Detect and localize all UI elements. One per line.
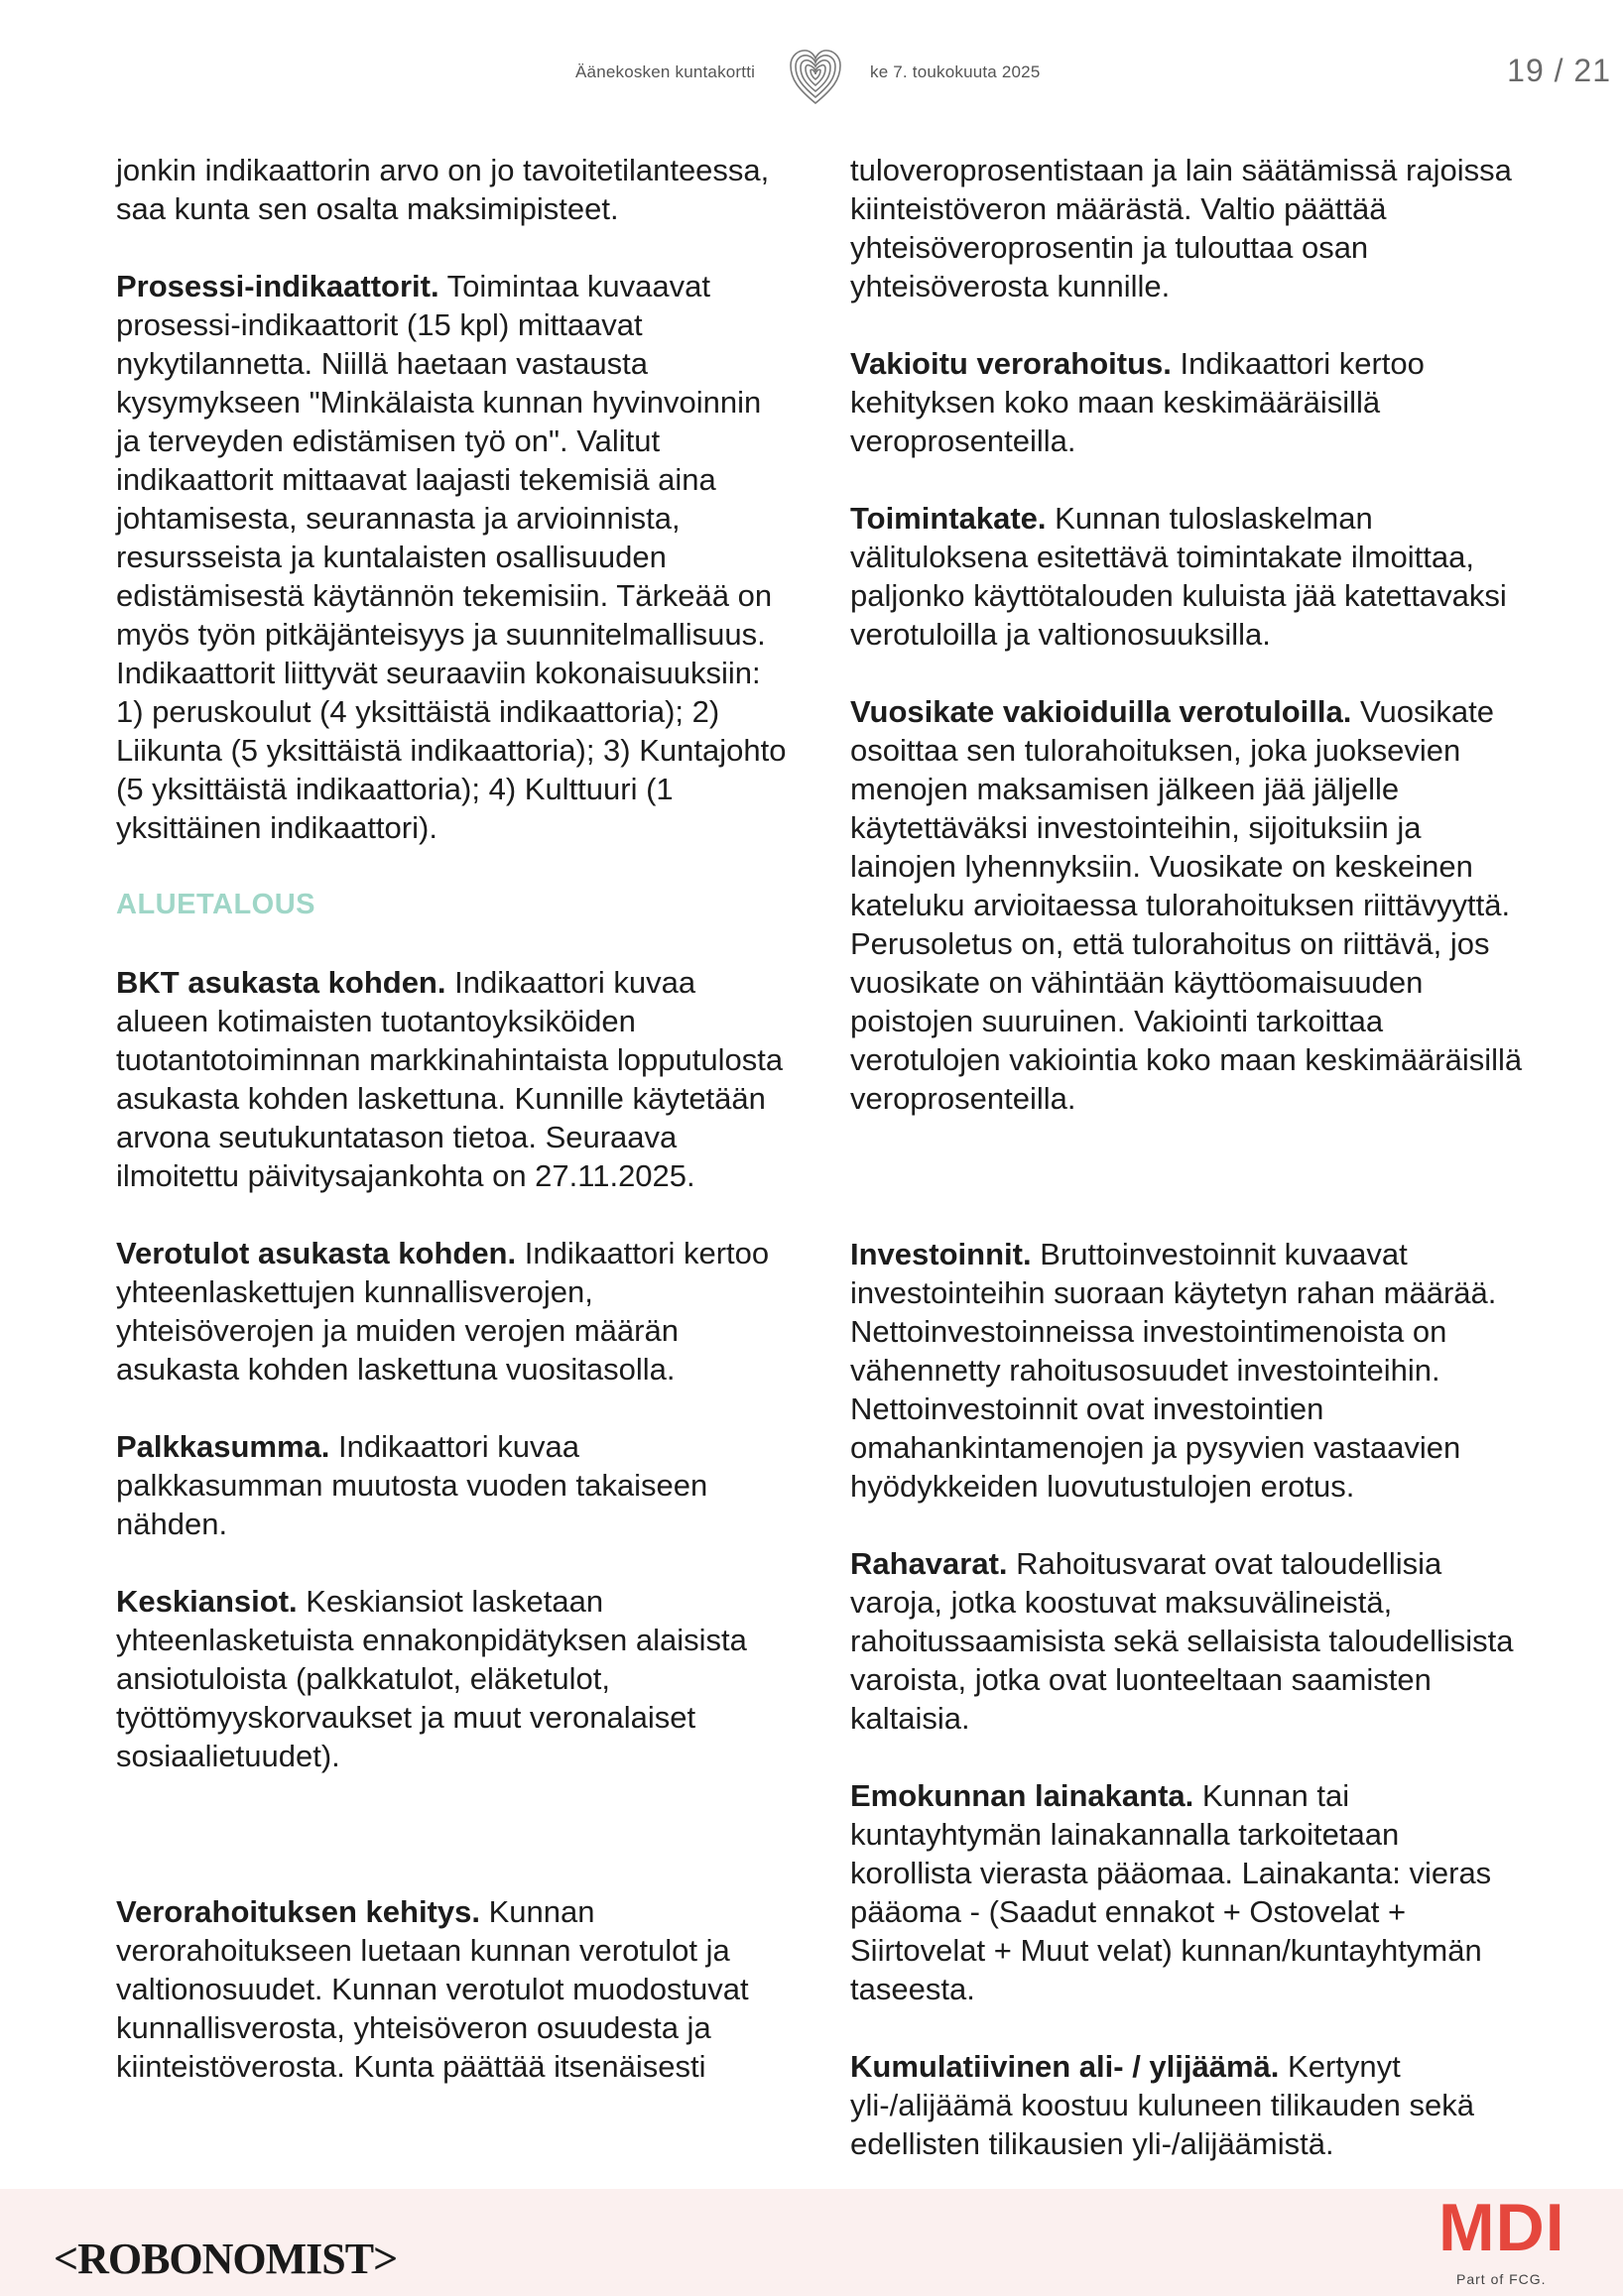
paragraph-tax-financing: [116, 1892, 791, 2086]
paragraph-process-indicators: [116, 267, 791, 847]
paragraph-annual-margin: [850, 692, 1525, 1118]
definition: Rahoitusvarat ovat taloudellisia varoja, jotka koostuvat maksuvälineistä, rahoitussaamisista sekä sellaisista taloudellisista varoista, jotka ovat luonteeltaan saamisten kaltaisia.: [850, 1546, 1514, 1736]
definition: Keskiansiot lasketaan yhteenlasketuista ennakonpidätyksen alaisista ansiotuloista (palkkatulot, eläketulot, työttömyyskorvaukset ja muut veronalaiset sosiaalietuudet).: [116, 1584, 747, 1773]
definition: Indikaattori kertoo yhteenlaskettujen kunnallisverojen, yhteisöverojen ja muiden verojen määrän asukasta kohden laskettuna vuositasolla.: [116, 1236, 770, 1387]
definition: Indikaattori kuvaa palkkasumman muutosta vuoden takaiseen nähden.: [116, 1429, 708, 1541]
term: Vuosikate vakioiduilla verotuloilla.: [850, 694, 1352, 729]
robonomist-logo: <ROBONOMIST>: [54, 2235, 398, 2283]
page-number: 19 / 21: [1507, 53, 1611, 88]
mdi-logo-subtitle: Part of FCG.: [1456, 2271, 1547, 2287]
header-title: Äänekosken kuntakortti: [575, 62, 756, 81]
paragraph-cumulative-surplus: [850, 2047, 1525, 2163]
definition: Toimintaa kuvaavat prosessi-indikaattorit (15 kpl) mittaavat nykytilannetta. Niillä haetaan vastausta kysymykseen "Minkälaista kunnan hyvinvoinnin ja terveyden edistämisen työ on". Valitut indikaattorit mittaavat laajasti tekemisiä aina johtamisesta, seurannasta ja arvioinnista, resursseista ja kuntalaisten osallisuuden edistämisestä käytännön tekemisiin. Tärkeää on myös työn pitkäjänteisyys ja suunnitelmallisuus. Indikaattorit liittyvät seuraaviin kokonaisuuksiin: 1) peruskoulut (4 yksittäistä indikaattoria); 2) Liikunta (5 yksittäistä indikaattoria); 3) Kuntajohto (5 yksittäistä indikaattoria); 4) Kulttuuri (1 yksittäinen indikaattori).: [116, 269, 787, 845]
definition: Bruttoinvestoinnit kuvaavat investointeihin suoraan käytetyn rahan määrää. Nettoinvestoinneissa investointimenoista on vähennetty rahoitusosuudet investointeihin. Nettoinvestoinnit ovat investointien omahankintamenojen ja pysyvien vastaavien hyödykkeiden luovutustulojen erotus.: [850, 1237, 1497, 1504]
paragraph-operating-margin: [850, 499, 1525, 654]
paragraph-standardized-tax: [850, 344, 1525, 460]
header-date: ke 7. toukokuuta 2025: [870, 62, 1041, 81]
paragraph-cash-assets: [850, 1544, 1525, 1738]
definition: Indikaattori kuvaa alueen kotimaisten tuotantoyksiköiden tuotantotoiminnan markkinahintaista lopputulosta asukasta kohden laskettuna. Kunnille käytetään arvona seutukuntatason tietoa. Seuraava ilmoitettu päivitysajankohta on 27.11.2025.: [116, 965, 784, 1193]
definition: Kunnan verorahoitukseen luetaan kunnan verotulot ja valtionosuudet. Kunnan verotulot muodostuvat kunnallisverosta, yhteisöveron osuudesta ja kiinteistöverosta. Kunta päättää itsenäisesti: [116, 1894, 749, 2084]
paragraph: jonkin indikaattorin arvo on jo tavoitetilanteessa, saa kunta sen osalta maksimipisteet.: [116, 153, 770, 226]
section-heading: ALUETALOUS: [116, 889, 316, 920]
page-header: [0, 0, 1623, 149]
paragraph: tuloveroprosentistaan ja lain säätämissä rajoissa kiinteistöveron määrästä. Valtio päättää yhteisöveroprosentin ja tulouttaa osan yhteisöverosta kunnille.: [850, 153, 1512, 303]
term: Keskiansiot.: [116, 1584, 298, 1619]
paragraph-loan-stock: [850, 1776, 1525, 2008]
term: Verotulot asukasta kohden.: [116, 1236, 517, 1270]
paragraph-payroll: [116, 1427, 791, 1543]
definition: Vuosikate osoittaa sen tulorahoituksen, joka juoksevien menojen maksamisen jälkeen jää jäljelle käytettäväksi investointeihin, sijoituksiin ja lainojen lyhennyksiin. Vuosikate on keskeinen kateluku arvioitaessa tulorahoituksen riittävyyttä. Perusoletus on, että tulorahoitus on riittävä, jos vuosikate on vähintään käyttöomaisuuden poistojen suuruinen. Vakiointi tarkoittaa verotulojen vakiointia koko maan keskimääräisillä veroprosenteilla.: [850, 694, 1523, 1116]
term: Prosessi-indikaattorit.: [116, 269, 439, 303]
term: BKT asukasta kohden.: [116, 965, 446, 1000]
term: Investoinnit.: [850, 1237, 1032, 1271]
paragraph-tax-revenue: [116, 1234, 791, 1389]
definition: Kunnan tai kuntayhtymän lainakannalla tarkoitetaan korollista vierasta pääomaa. Lainakanta: vieras pääoma - (Saadut ennakot + Ostovelat + Siirtovelat + Muut velat) kunnan/kuntayhtymän taseesta.: [850, 1778, 1492, 2006]
definition: Kunnan tuloslaskelman välituloksena esitettävä toimintakate ilmoittaa, paljonko käyttötalouden kuluista jää katettavaksi verotuloilla ja valtionosuuksilla.: [850, 501, 1507, 652]
term: Vakioitu verorahoitus.: [850, 346, 1172, 381]
right-column: [850, 151, 1525, 2163]
term: Kumulatiivinen ali- / ylijäämä.: [850, 2049, 1280, 2084]
term: Emokunnan lainakanta.: [850, 1778, 1194, 1813]
paragraph-investments: [850, 1235, 1525, 1506]
term: Verorahoituksen kehitys.: [116, 1894, 480, 1929]
mdi-logo: MDI: [1438, 2190, 1565, 2265]
paragraph-gdp: [116, 963, 791, 1195]
term: Toimintakate.: [850, 501, 1047, 536]
definition: Indikaattori kertoo kehityksen koko maan keskimääräisillä veroprosenteilla.: [850, 346, 1425, 458]
term: Rahavarat.: [850, 1546, 1008, 1581]
term: Palkkasumma.: [116, 1429, 330, 1464]
fingerprint-heart-logo: [787, 46, 844, 107]
left-column: [116, 151, 791, 2086]
paragraph-average-earnings: [116, 1582, 791, 1775]
definition: Kertynyt yli-/alijäämä koostuu kuluneen tilikauden sekä edellisten tilikausien yli-/alijäämistä.: [850, 2049, 1474, 2161]
